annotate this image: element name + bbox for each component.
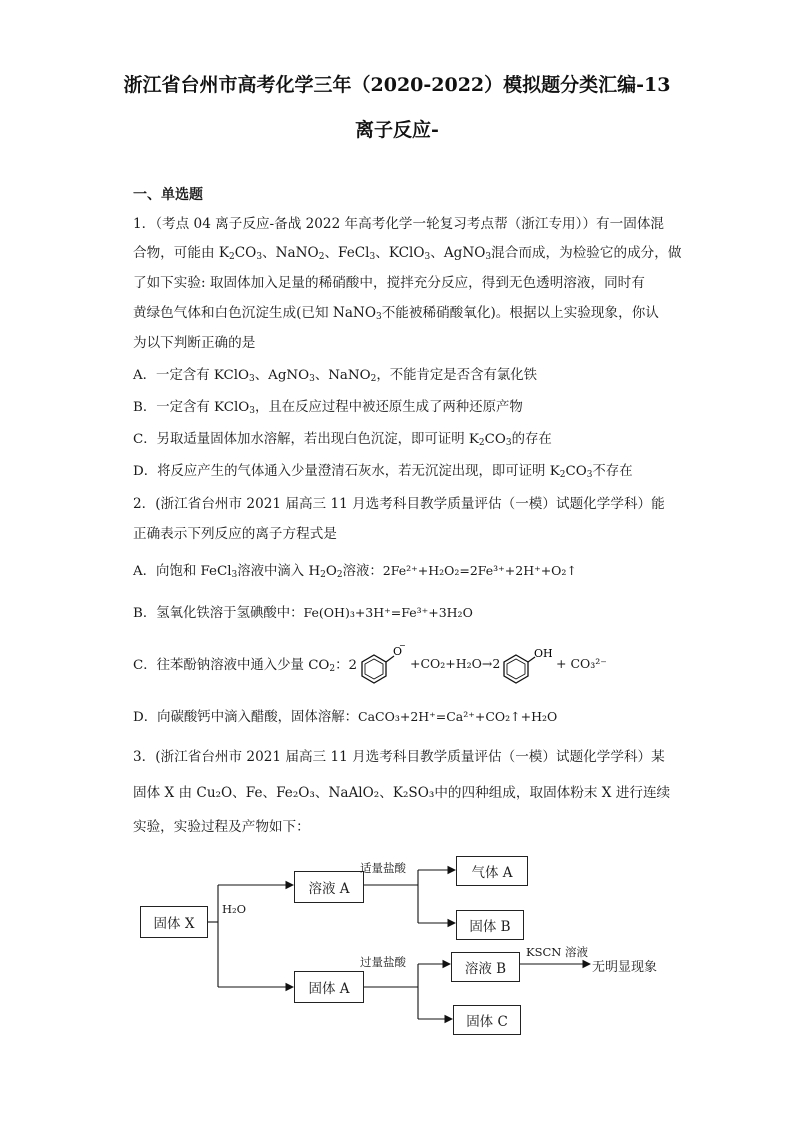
solution-b-box: 溶液 B (451, 952, 520, 982)
water-label: H₂O (222, 902, 247, 916)
solid-x-box: 固体 X (140, 906, 208, 938)
q1-line5: 为以下判断正确的是 (133, 335, 256, 351)
q2-option-d: D．向碳酸钙中滴入醋酸，固体溶解：CaCO₃+2H⁺=Ca²⁺+CO₂↑+H₂O (133, 709, 558, 725)
solid-a-box: 固体 A (294, 971, 364, 1003)
q3-line2: 固体 X 由 Cu₂O、Fe、Fe₂O₃、NaAlO₂、K₂SO₃中的四种组成，取固体粉末 X 进行连续 (133, 785, 671, 801)
gas-a-box: 气体 A (456, 856, 528, 886)
q2-a-equation: 2Fe²⁺+H₂O₂=2Fe³⁺+2H⁺+O₂↑ (382, 563, 577, 578)
q2-b-equation: Fe(OH)₃+3H⁺=Fe³⁺+3H₂O (303, 605, 473, 620)
q1-option-d: D．将反应产生的气体通入少量澄清石灰水，若无沉淀出现，即可证明 $K_2CO_3$不存在 (133, 464, 633, 480)
solid-c-box: 固体 C (453, 1005, 521, 1035)
phenol-structure-icon (500, 645, 556, 685)
hcl-moderate-label: 适量盐酸 (360, 861, 406, 875)
q2-c-middle: +CO₂+H₂O→2 (410, 656, 501, 671)
section-heading: 一、单选题 (133, 187, 203, 203)
q2-option-c: C．往苯酚钠溶液中通入少量 $CO_2$：2 (133, 658, 358, 674)
phenoxide-structure-icon (358, 641, 406, 685)
q1-line2: 合物，可能由 $K_2CO_3$、NaNO$_2$、FeCl$_3$、KClO$_3$、AgNO$_3$混合而成，为检验它的成分，做 (133, 245, 682, 262)
svg-text:OH: OH (534, 647, 553, 660)
no-change-label: 无明显现象 (592, 960, 658, 975)
q1-option-c: C．另取适量固体加水溶解，若出现白色沉淀，即可证明 $K_2CO_3$的存在 (133, 432, 552, 448)
svg-text:−: − (399, 641, 406, 650)
q1-option-b: B．一定含有 KClO$_3$，且在反应过程中被还原生成了两种还原产物 (133, 400, 523, 416)
q3-line3: 实验，实验过程及产物如下： (133, 819, 310, 835)
q1-line4: 黄绿色气体和白色沉淀生成(已知 NaNO$_3$不能被稀硝酸氧化)。根据以上实验现象，你认 (133, 305, 659, 322)
page-title-line2: 离子反应- (355, 119, 439, 141)
q2-option-a: A．向饱和 FeCl$_3$溶液中滴入 $H_2O_2$溶液：2Fe²⁺+H₂O₂=2Fe³⁺+2H⁺+O₂↑ (133, 563, 577, 580)
kscn-label: KSCN 溶液 (526, 945, 588, 959)
q2-line2: 正确表示下列反应的离子方程式是 (133, 526, 337, 542)
q1-line1: 1．（考点 04 离子反应-备战 2022 年高考化学一轮复习考点帮（浙江专用））有一固体混 (133, 216, 665, 232)
q2-line1: 2．(浙江省台州市 2021 届高三 11 月选考科目教学质量评估（一模）试题化学学科）能 (133, 496, 665, 512)
svg-text:O: O (393, 645, 403, 658)
q2-option-b: B．氢氧化铁溶于氢碘酸中：Fe(OH)₃+3H⁺=Fe³⁺+3H₂O (133, 605, 473, 621)
page-title-line1: 浙江省台州市高考化学三年（2020-2022）模拟题分类汇编-13 (123, 74, 671, 96)
q3-line1: 3．(浙江省台州市 2021 届高三 11 月选考科目教学质量评估（一模）试题化学学科）某 (133, 749, 665, 765)
q2-d-equation: CaCO₃+2H⁺=Ca²⁺+CO₂↑+H₂O (358, 709, 558, 724)
q1-line3: 了如下实验: 取固体加入足量的稀硝酸中，搅拌充分反应，得到无色透明溶液，同时有 (133, 275, 645, 291)
q1-option-a: A．一定含有 KClO$_3$、AgNO$_3$、NaNO$_2$，不能肯定是否含有氯化铁 (133, 368, 538, 384)
q2-c-end: + CO₃²⁻ (556, 656, 607, 671)
solution-a-box: 溶液 A (294, 871, 364, 903)
hcl-excess-label: 过量盐酸 (360, 955, 406, 969)
solid-b-box: 固体 B (456, 910, 524, 940)
